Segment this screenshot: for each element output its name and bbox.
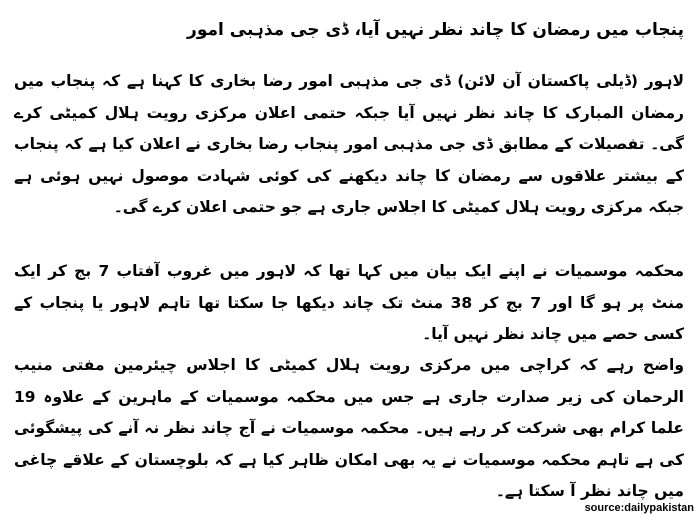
article-headline: پنجاب میں رمضان کا چاند نظر نہیں آیا، ڈی جی مذہبی امور [187, 20, 684, 40]
news-article [14, 0, 684, 524]
article-paragraph-2: محکمہ موسمیات نے اپنے ایک بیان میں کہا تھا کہ لاہور میں غروب آفتاب 7 بج کر ایک منٹ پر ہو گا اور 7 بج کر 38 منٹ تک چاند دیکھا جا سکتا تھا تاہم لاہور یا پنجاب کے کسی حصے میں چاند نظر نہیں آیا۔ [14, 262, 684, 343]
source-credit: source:dailypakistan [584, 502, 694, 514]
article-paragraph-1: لاہور (ڈیلی پاکستان آن لائن) ڈی جی مذہبی امور رضا بخاری کا کہنا ہے کہ پنجاب میں رمضان المبارک کا چاند نظر نہیں آیا جبکہ حتمی اعلان مرکزی رویت ہلال کمیٹی کرے گی۔ تفصیلات کے مطابق ڈی جی مذہبی امور پنجاب رضا بخاری نے اعلان کیا ہے کہ پنجاب کے بیشتر علاقوں سے رمضان کا چاند دیکھنے کی کوئی شہادت موصول نہیں ہوئی ہے جبکہ مرکزی رویت ہلال کمیٹی کا اجلاس جاری ہے جو حتمی اعلان کرے گی۔ [14, 72, 684, 216]
article-paragraph-3: واضح رہے کہ کراچی میں مرکزی رویت ہلال کمیٹی کا اجلاس چیئرمین مفتی منیب الرحمان کی زیر صدارت جاری ہے جس میں محکمہ موسمیات کے ماہرین کے علاوہ 19 علما کرام بھی شرکت کر رہے ہیں۔ محکمہ موسمیات نے آج چاند نظر نہ آنے کی پیشگوئی کی ہے تاہم محکمہ موسمیات نے یہ بھی امکان ظاہر کیا ہے کہ بلوچستان کے علاقے چاغی میں چاند نظر آ سکتا ہے۔ [14, 356, 684, 500]
